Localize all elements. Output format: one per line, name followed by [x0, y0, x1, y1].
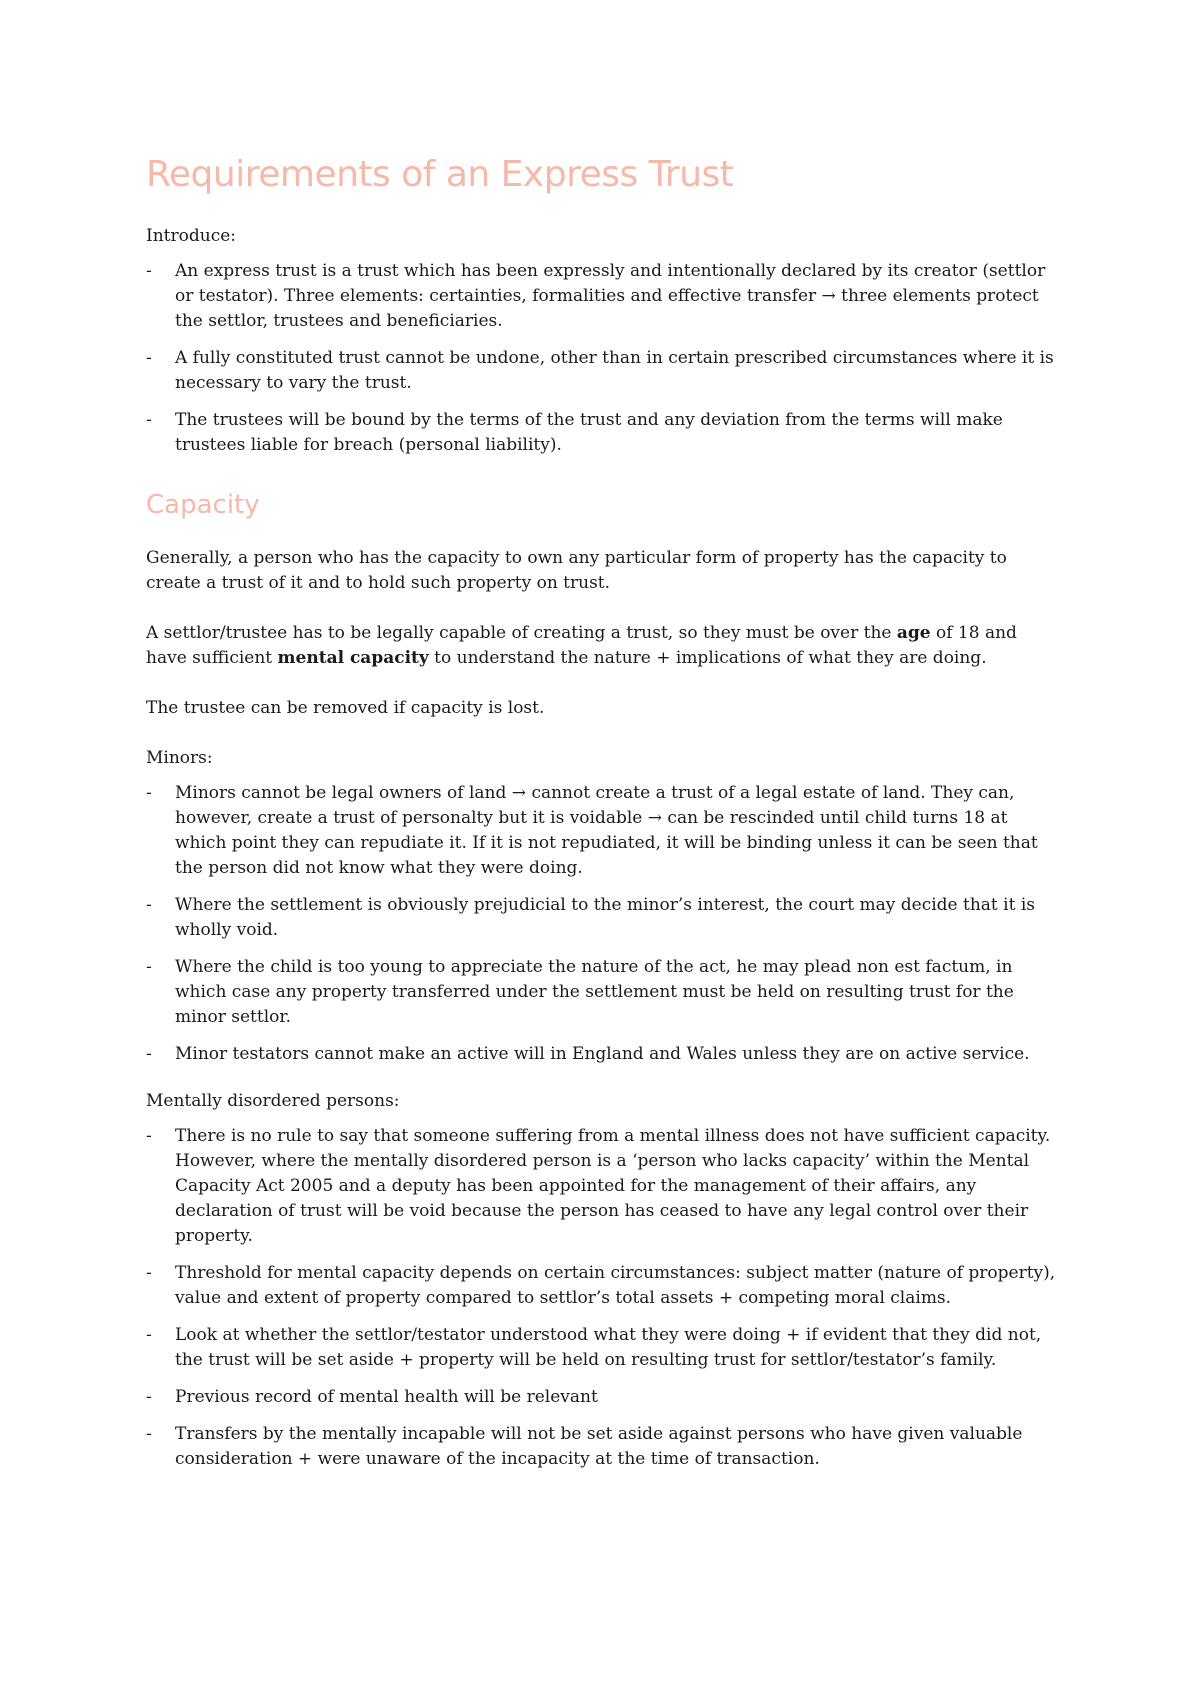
- list-item: - An express trust is a trust which has been expressly and intentionally declared by its creator (settlor or testator). Three elements: certainties, formalities and effective transfer → three elements protect the settlor, trustees and beneficiaries.: [146, 259, 1060, 334]
- list-item: - Where the settlement is obviously prejudicial to the minor’s interest, the court may decide that it is wholly void.: [146, 893, 1060, 943]
- list-item: - There is no rule to say that someone suffering from a mental illness does not have sufficient capacity. However, where the mentally disordered person is a ‘person who lacks capacity’ within the Mental Capacity Act 2005 and a deputy has been appointed for the management of their affairs, any declaration of trust will be void because the person has ceased to have any legal control over their property.: [146, 1124, 1060, 1249]
- text-run: of 18 and have sufficient: [146, 623, 1017, 668]
- list-item: - Minor testators cannot make an active will in England and Wales unless they are on active service.: [146, 1042, 1060, 1067]
- text-run: to understand the nature + implications of what they are doing.: [428, 648, 987, 668]
- list-item: - Minors cannot be legal owners of land → cannot create a trust of a legal estate of land. They can, however, create a trust of personalty but it is voidable → can be rescinded until child turns 18 at which point they can repudiate it. If it is not repudiated, it will be binding unless it can be seen that the person did not know what they were doing.: [146, 781, 1060, 881]
- minors-list: [146, 781, 1060, 1067]
- list-item: - A fully constituted trust cannot be undone, other than in certain prescribed circumstances where it is necessary to vary the trust.: [146, 346, 1060, 396]
- list-item: - Look at whether the settlor/testator understood what they were doing + if evident that they did not, the trust will be set aside + property will be held on resulting trust for settlor/testator’s family.: [146, 1323, 1060, 1373]
- bold-term-mental-capacity: mental capacity: [277, 648, 429, 668]
- capacity-paragraph-3: The trustee can be removed if capacity is lost.: [146, 698, 545, 718]
- mental-lead: Mentally disordered persons:: [146, 1091, 400, 1111]
- mental-list: [146, 1124, 1060, 1472]
- list-item: - The trustees will be bound by the terms of the trust and any deviation from the terms will make trustees liable for breach (personal liability).: [146, 408, 1060, 458]
- list-item: - Where the child is too young to appreciate the nature of the act, he may plead non est factum, in which case any property transferred under the settlement must be held on resulting trust for the minor settlor.: [146, 955, 1060, 1030]
- list-item: - Transfers by the mentally incapable will not be set aside against persons who have given valuable consideration + were unaware of the incapacity at the time of transaction.: [146, 1422, 1060, 1472]
- list-item: - Threshold for mental capacity depends on certain circumstances: subject matter (nature of property), value and extent of property compared to settlor’s total assets + competing moral claims.: [146, 1261, 1060, 1311]
- text-run: A settlor/trustee has to be legally capable of creating a trust, so they must be over the: [146, 623, 897, 643]
- minors-lead: Minors:: [146, 748, 213, 768]
- intro-lead: Introduce:: [146, 226, 236, 246]
- intro-list: [146, 259, 1060, 458]
- section-heading-capacity: Capacity: [146, 490, 260, 520]
- list-item: - Previous record of mental health will be relevant: [146, 1385, 1060, 1410]
- capacity-paragraph-2: [146, 621, 1060, 671]
- page-title: Requirements of an Express Trust: [146, 154, 734, 195]
- capacity-paragraph-1: Generally, a person who has the capacity to own any particular form of property has the capacity to create a trust of it and to hold such property on trust.: [146, 548, 1007, 593]
- bold-term-age: age: [896, 623, 931, 643]
